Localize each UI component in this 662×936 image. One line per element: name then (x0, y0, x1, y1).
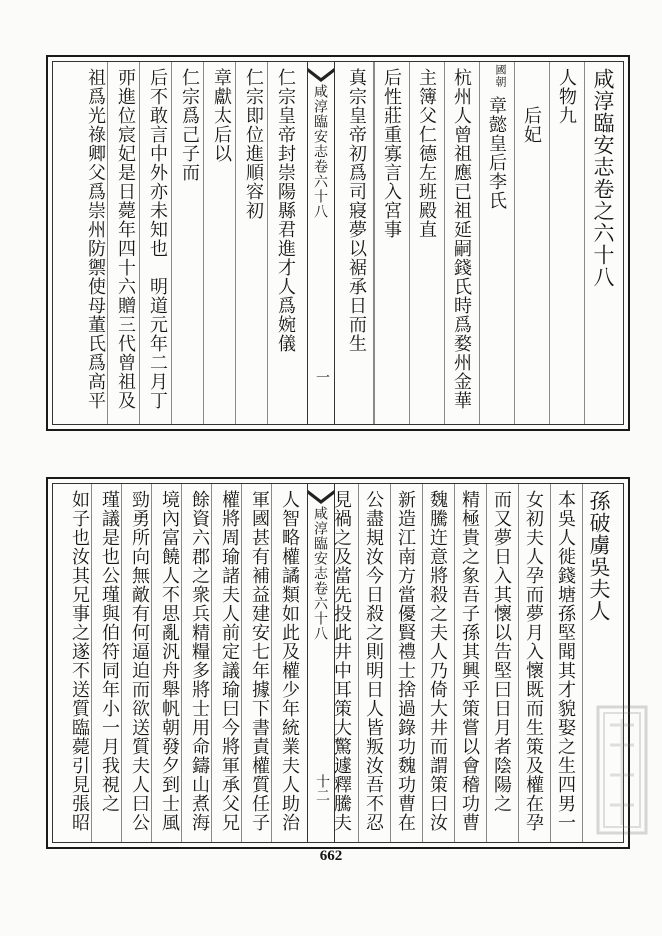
column-rule (549, 62, 550, 424)
column-rule (518, 484, 519, 842)
fold-title: 咸淳臨安志卷六十八 (312, 506, 328, 641)
column-rule (422, 484, 423, 842)
column-rule (267, 62, 268, 424)
text-column: 丣進位宸妃是日薨年四十六贈三代曾祖及 (115, 68, 136, 410)
page-number: 662 (319, 848, 343, 864)
text-column: 精極貴之象吾子孫其興乎策嘗以會稽功曹 (459, 490, 480, 832)
column-rule (171, 62, 172, 424)
text-column: 仁宗即位進順容初 (243, 68, 264, 220)
dynasty-label: 國朝 (494, 64, 507, 88)
text-column: 祖爲光祿卿父爲崇州防禦使母董氏爲高平 (85, 68, 106, 410)
fold-page-number: 一 (314, 370, 330, 384)
text-column: 人智略權譎類如此及權少年統業夫人助治 (279, 490, 300, 832)
text-column: 瑾議是也公瑾與伯符同年小一月我視之 (99, 490, 120, 813)
text-column: 新造江南方當優賢禮士捨過錄功魏功曹在 (395, 490, 416, 832)
entry-heading: 孫破虜吳夫人 (587, 490, 611, 622)
text-column: 杭州人曾祖應已祖延嗣錢氏時爲婺州金華 (451, 68, 472, 410)
fishtail-mark-icon (308, 68, 334, 82)
text-column: 后不敢言中外亦未知也 明道元年二月丁 (147, 68, 168, 410)
library-seal-icon (596, 705, 648, 835)
column-rule (444, 62, 445, 424)
column-rule (235, 62, 236, 424)
text-column: 而又夢日入其懷以告堅曰日月者陰陽之 (491, 490, 512, 813)
text-column: 后性莊重寡言入宮事 (381, 68, 402, 239)
column-rule (486, 484, 487, 842)
upper-page-frame (52, 61, 624, 425)
volume-title: 咸淳臨安志卷之六十八 (591, 68, 615, 288)
center-fold (307, 484, 335, 842)
text-column: 境內富饒人不思亂汎舟舉帆朝發夕到士風 (159, 490, 180, 832)
column-rule (514, 62, 515, 424)
column-rule (454, 484, 455, 842)
entry-heading: 章懿皇后李氏 (486, 96, 507, 210)
column-rule (584, 62, 585, 424)
text-column: 餘資六郡之衆兵精糧多將士用命鑄山煮海 (189, 490, 210, 832)
text-column: 如子也汝其兄事之遂不送質臨薨引見張昭 (69, 490, 90, 832)
column-rule (374, 62, 375, 424)
text-column: 仁宗爲己子而 (179, 68, 200, 182)
text-column: 公盡規汝今日殺之則明日人皆叛汝吾不忍 (363, 490, 384, 832)
subsection-title: 后妃 (521, 68, 542, 144)
text-column: 仁宗皇帝封崇陽縣君進才人爲婉儀 (275, 68, 296, 353)
column-rule (139, 62, 140, 424)
fishtail-mark-icon (308, 490, 334, 504)
text-column: 軍國甚有補益建安七年據下書責權質任子 (249, 490, 270, 832)
fold-page-number: 十二 (314, 774, 330, 802)
section-title: 人物九 (556, 68, 577, 125)
text-column: 章獻太后以 (211, 68, 232, 163)
column-rule (550, 484, 551, 842)
text-column: 見禍之及當先投此井中耳策大驚遽釋騰夫 (331, 490, 352, 832)
text-column: 真宗皇帝初爲司寢夢以裾承日而生 (346, 68, 367, 353)
text-column: 勁勇所向無敵有何逼迫而欲送質夫人曰公 (129, 490, 150, 832)
text-column: 本吳人徙錢塘孫堅聞其才貌娶之生四男一 (555, 490, 576, 832)
column-rule (373, 62, 374, 424)
column-rule (409, 62, 410, 424)
upper-page (46, 55, 630, 431)
column-rule (358, 484, 359, 842)
text-column: 女初夫人孕而夢月入懷既而生策及權在孕 (523, 490, 544, 832)
text-column: 魏騰迕意將殺之夫人乃倚大井而謂策曰汝 (427, 490, 448, 832)
text-column: 主簿父仁德左班殿直 (416, 68, 437, 239)
lower-page (46, 477, 630, 849)
column-rule (479, 62, 480, 424)
text-column: 權將周瑜諸夫人前定議瑜曰今將軍承父兄 (219, 490, 240, 832)
fold-title: 咸淳臨安志卷六十八 (312, 84, 328, 219)
lower-page-frame (52, 483, 624, 843)
column-rule (582, 484, 583, 842)
column-rule (203, 62, 204, 424)
column-rule (390, 484, 391, 842)
center-fold (307, 62, 335, 424)
